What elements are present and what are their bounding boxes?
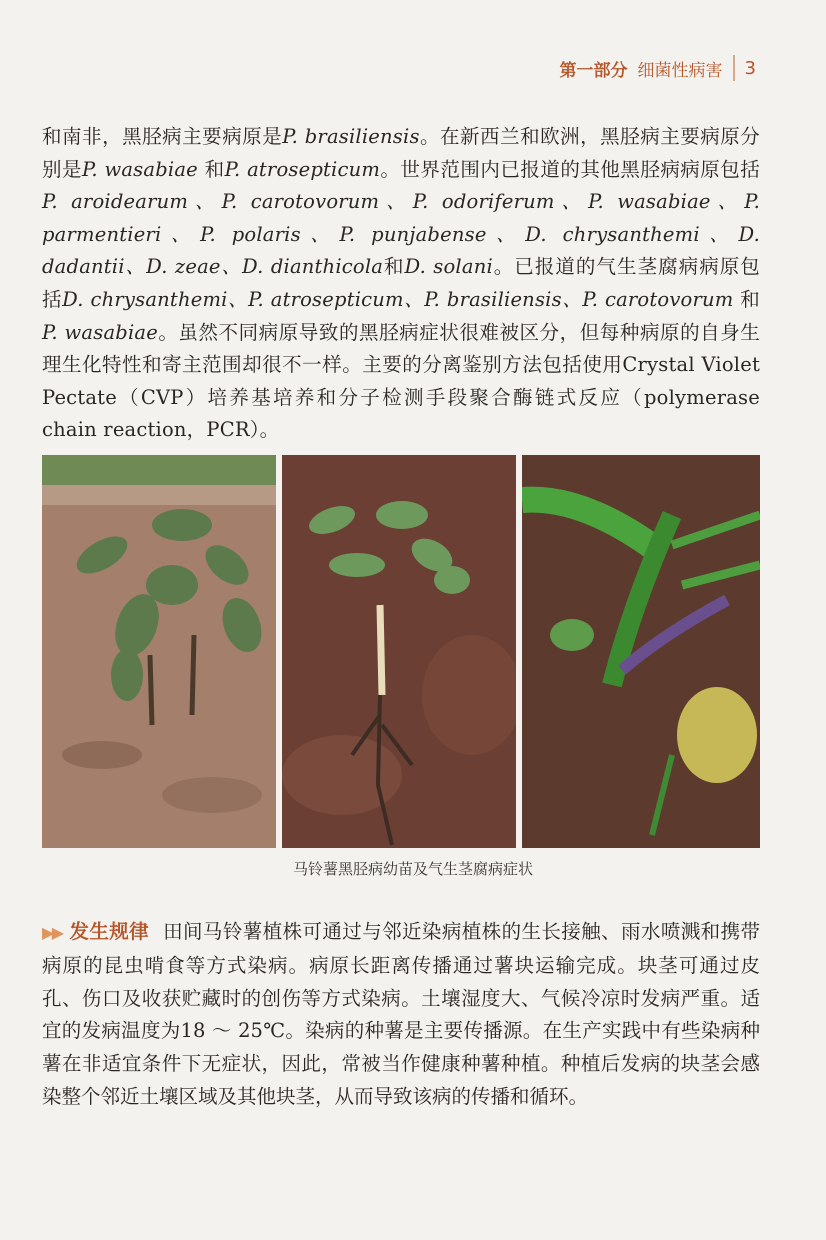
species-name: D. solani — [404, 255, 493, 279]
photo-wilted-seedling — [42, 455, 276, 848]
section-heading: 发生规律 — [69, 920, 150, 943]
species-list: D. chrysanthemi、P. atrosepticum、P. brasiliensis、P. carotovorum — [62, 287, 734, 311]
species-list: P. aroidearum、P. carotovorum、P. odoriferum、P. wasabiae、P. parmentieri、P. polaris、P. punjabense、D. chrysanthemi、D. dadantii、D. zeae、D. dianthicola — [42, 190, 760, 279]
text-run: 和 — [197, 157, 225, 181]
page-number: 3 — [744, 57, 756, 79]
text-run: 。虽然不同病原导致的黑胫病症状很难被区分，但每种病原的自身生理生化特性和寄主范围却很不一样。主要的分离鉴别方法包括使用Crystal Violet Pectate（CVP）培养基培养和分子检测手段聚合酶链式反应（polymerase chain reaction，PCR）。 — [42, 320, 760, 442]
page-header — [560, 55, 756, 81]
section-occurrence — [42, 916, 760, 1114]
text-run: 和 — [733, 287, 760, 311]
part-title: 第一部分 — [559, 60, 628, 81]
photo-stem-rot — [522, 455, 760, 848]
figure-photos — [42, 455, 760, 848]
species-name: P. atrosepticum — [224, 157, 381, 181]
species-name: P. brasiliensis — [282, 125, 420, 148]
text-run: 。在新西兰和欧洲，黑胫病主要病原分别是 — [42, 125, 761, 181]
figure-caption: 马铃薯黑胫病幼苗及气生茎腐病症状 — [292, 860, 533, 878]
body-paragraph — [42, 121, 760, 447]
text-run: 和 — [383, 255, 405, 279]
species-name: P. wasabiae — [82, 157, 198, 181]
species-name: P. wasabiae — [42, 320, 158, 344]
photo-uprooted-seedling — [282, 455, 516, 848]
text-run: 。已报道的气生茎腐病病原包括 — [42, 255, 761, 311]
section-body: 田间马铃薯植株可通过与邻近染病植株的生长接触、雨水喷溅和携带病原的昆虫啃食等方式染病。病原长距离传播通过薯块运输完成。块茎可通过皮孔、伤口及收获贮藏时的创伤等方式染病。土壤湿度大、气候冷凉时发病严重。适宜的发病温度为18 ～ 25℃。染病的种薯是主要传播源。在生产实践中有些染病种薯在非适宜条件下无症状，因此，常被当作健康种薯种植。种植后发病的块茎会感染整个邻近土壤区域及其他块茎，从而导致该病的传播和循环。 — [42, 920, 760, 1108]
header-divider — [733, 55, 735, 81]
text-run: 和南非，黑胫病主要病原是 — [42, 125, 283, 148]
double-right-arrow-icon: ▶▶ — [42, 923, 62, 942]
chapter-title: 细菌性病害 — [637, 60, 723, 81]
text-run: 。世界范围内已报道的其他黑胫病病原包括 — [380, 157, 760, 181]
